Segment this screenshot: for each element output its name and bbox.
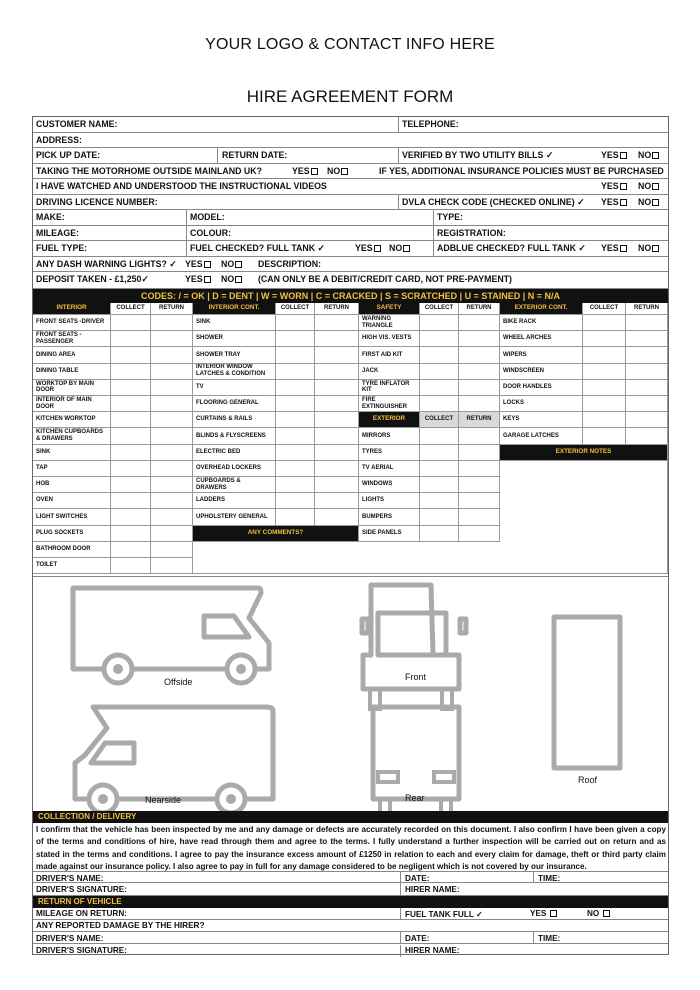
interior-cont-collect-cell[interactable] — [276, 380, 315, 396]
adblue-no[interactable]: NO — [638, 243, 659, 253]
interior-return-cell[interactable] — [151, 396, 193, 412]
safety-item: TYRE INFLATOR KIT — [359, 380, 420, 396]
exterior-cont-item: LOCKS — [500, 396, 583, 412]
exterior-return-cell[interactable] — [459, 461, 500, 477]
dash-description-field[interactable]: DESCRIPTION: — [258, 258, 322, 269]
exterior-cont-item: WHEEL ARCHES — [500, 331, 583, 347]
interior-item: DINING TABLE — [33, 364, 111, 380]
exterior-return-cell[interactable] — [459, 526, 500, 542]
row-licence — [33, 195, 668, 211]
interior-cont-collect-cell[interactable] — [276, 396, 315, 412]
interior-cont-item: CURTAINS & RAILS — [193, 412, 276, 428]
interior-cont-return-cell[interactable] — [315, 445, 359, 461]
safety-collect-cell[interactable] — [420, 396, 459, 412]
exterior-collect-cell[interactable] — [420, 493, 459, 509]
checkbox-icon[interactable] — [620, 245, 627, 252]
interior-cont-return-cell[interactable] — [315, 331, 359, 347]
safety-collect-cell[interactable] — [420, 331, 459, 347]
checkbox-icon[interactable] — [311, 168, 318, 175]
exterior-notes-header: EXTERIOR NOTES — [500, 445, 668, 461]
exterior-return-cell[interactable] — [459, 428, 500, 444]
exterior-cont-collect-cell[interactable] — [583, 315, 626, 331]
interior-collect-cell[interactable] — [111, 526, 151, 542]
interior-cont-item: SINK — [193, 315, 276, 331]
interior-collect-cell[interactable] — [111, 428, 151, 444]
return-date[interactable]: DATE: — [405, 933, 430, 943]
interior-collect-cell[interactable] — [111, 461, 151, 477]
exterior-cont-collect-cell[interactable] — [583, 347, 626, 363]
checkbox-icon[interactable] — [620, 199, 627, 206]
exterior-cont-return-cell[interactable] — [626, 331, 668, 347]
interior-item: DINING AREA — [33, 347, 111, 363]
exterior-item: TYRES — [359, 445, 420, 461]
return-driver-row — [33, 932, 668, 944]
deposit-note: (CAN ONLY BE A DEBIT/CREDIT CARD, NOT PRE-PAYMENT) — [258, 274, 512, 284]
registration-field[interactable]: REGISTRATION: — [437, 227, 506, 238]
interior-return-cell[interactable] — [151, 542, 193, 558]
interior-cont-collect-cell[interactable] — [276, 493, 315, 509]
interior-return-cell[interactable] — [151, 509, 193, 525]
outside-uk-question: TAKING THE MOTORHOME OUTSIDE MAINLAND UK? — [36, 165, 262, 176]
interior-item: TOILET — [33, 558, 111, 574]
interior-cont-return-cell[interactable] — [315, 347, 359, 363]
return-fuel-tank: FUEL TANK FULL ✓ — [405, 910, 483, 920]
checkbox-icon[interactable] — [652, 152, 659, 159]
interior-collect-cell[interactable] — [111, 493, 151, 509]
vehicle-outline-diagrams[interactable] — [33, 577, 668, 811]
outside-uk-no[interactable]: NO — [327, 166, 348, 176]
interior-cont-return-cell[interactable] — [315, 461, 359, 477]
exterior-cont-return-cell[interactable] — [626, 380, 668, 396]
verified-utility-bills: VERIFIED BY TWO UTILITY BILLS ✓ — [402, 150, 554, 160]
collection-header: COLLECTION / DELIVERY — [33, 811, 668, 823]
adblue-checked: ADBLUE CHECKED? FULL TANK ✓ — [437, 243, 586, 253]
fuel-yes[interactable]: YES — [355, 243, 381, 253]
videos-question: I HAVE WATCHED AND UNDERSTOOD THE INSTRUCTIONAL VIDEOS — [36, 181, 327, 191]
verified-yes[interactable]: YES — [601, 150, 627, 160]
interior-item: KITCHEN CUPBOARDS & DRAWERS — [33, 428, 111, 444]
fuel-type-field[interactable]: FUEL TYPE: — [36, 243, 88, 253]
condition-codes-legend: CODES: / = OK | D = DENT | W = WORN | C = CRACKED | S = SCRATCHED | U = STAINED | N = N/A — [33, 289, 668, 303]
interior-cont-collect-cell[interactable] — [276, 412, 315, 428]
interior-cont-return-cell[interactable] — [315, 380, 359, 396]
exterior-collect-cell[interactable] — [420, 428, 459, 444]
interior-cont-collect-cell[interactable] — [276, 347, 315, 363]
row-mileage — [33, 226, 668, 242]
interior-item: INTERIOR OF MAIN DOOR — [33, 396, 111, 412]
fuel-checked: FUEL CHECKED? FULL TANK ✓ — [190, 243, 325, 253]
interior-collect-cell[interactable] — [111, 380, 151, 396]
videos-no[interactable]: NO — [638, 181, 659, 191]
interior-collect-cell[interactable] — [111, 331, 151, 347]
make-field[interactable]: MAKE: — [36, 212, 65, 222]
exterior-header: EXTERIOR — [359, 412, 420, 428]
return-signature-row — [33, 945, 668, 957]
interior-cont-return-cell[interactable] — [315, 428, 359, 444]
dash-lights-question: ANY DASH WARNING LIGHTS? ✓ — [36, 258, 177, 269]
safety-header: SAFETY — [359, 303, 420, 315]
adblue-yes[interactable]: YES — [601, 243, 627, 253]
exterior-return-header: RETURN — [459, 412, 500, 428]
interior-item: PLUG SOCKETS — [33, 526, 111, 542]
safety-item: HIGH VIS. VESTS — [359, 331, 420, 347]
interior-cont-item: OVERHEAD LOCKERS — [193, 461, 276, 477]
interior-return-cell[interactable] — [151, 364, 193, 380]
safety-return-header: RETURN — [459, 303, 500, 315]
exterior-collect-cell[interactable] — [420, 509, 459, 525]
dvla-no[interactable]: NO — [638, 197, 659, 207]
exterior-cont-collect-header: COLLECT — [583, 303, 626, 315]
any-comments-header: ANY COMMENTS? — [193, 526, 359, 542]
exterior-item: SIDE PANELS — [359, 526, 420, 542]
safety-collect-cell[interactable] — [420, 380, 459, 396]
interior-collect-cell[interactable] — [111, 412, 151, 428]
interior-cont-return-header: RETURN — [315, 303, 359, 315]
interior-cont-item: TV — [193, 380, 276, 396]
exterior-cont-item: DOOR HANDLES — [500, 380, 583, 396]
deposit-yes[interactable]: YES — [185, 274, 211, 284]
exterior-cont-return-cell[interactable] — [626, 364, 668, 380]
colour-field[interactable]: COLOUR: — [190, 227, 232, 238]
interior-item: WORKTOP BY MAIN DOOR — [33, 380, 111, 396]
interior-collect-cell[interactable] — [111, 445, 151, 461]
return-fuel-no[interactable]: NO — [587, 909, 610, 918]
interior-cont-collect-cell[interactable] — [276, 315, 315, 331]
pickup-date-field[interactable]: PICK UP DATE: — [36, 150, 101, 160]
exterior-cont-item: BIKE RACK — [500, 315, 583, 331]
insurance-note: IF YES, ADDITIONAL INSURANCE POLICIES MUST BE PURCHASED — [379, 165, 664, 176]
dvla-check-code: DVLA CHECK CODE (CHECKED ONLINE) ✓ — [402, 196, 585, 207]
exterior-cont-item: KEYS — [500, 412, 583, 428]
exterior-item: LIGHTS — [359, 493, 420, 509]
deposit-taken: DEPOSIT TAKEN - £1,250✓ — [36, 274, 149, 284]
exterior-cont-collect-cell[interactable] — [583, 428, 626, 444]
interior-cont-collect-cell[interactable] — [276, 364, 315, 380]
return-mileage-row — [33, 908, 668, 920]
collection-driver-signature[interactable]: DRIVER'S SIGNATURE: — [36, 884, 127, 894]
interior-cont-item: INTERIOR WINDOW LATCHES & CONDITION — [193, 364, 276, 380]
interior-cont-return-cell[interactable] — [315, 364, 359, 380]
exterior-cont-return-cell[interactable] — [626, 396, 668, 412]
row-videos — [33, 179, 668, 195]
videos-yes[interactable]: YES — [601, 181, 627, 191]
interior-item: BATHROOM DOOR — [33, 542, 111, 558]
exterior-collect-cell[interactable] — [420, 526, 459, 542]
return-fuel-yes[interactable]: YES — [530, 909, 557, 918]
safety-collect-header: COLLECT — [420, 303, 459, 315]
return-damage-row — [33, 920, 668, 932]
collection-driver-name[interactable]: DRIVER'S NAME: — [36, 873, 104, 883]
interior-collect-cell[interactable] — [111, 364, 151, 380]
checkbox-icon[interactable] — [620, 183, 627, 190]
interior-return-cell[interactable] — [151, 315, 193, 331]
checkbox-icon[interactable] — [341, 168, 348, 175]
interior-cont-item: LADDERS — [193, 493, 276, 509]
exterior-cont-collect-cell[interactable] — [583, 396, 626, 412]
exterior-cont-collect-cell[interactable] — [583, 331, 626, 347]
nearside-label: Nearside — [145, 795, 182, 805]
interior-item: SINK — [33, 445, 111, 461]
safety-collect-cell[interactable] — [420, 347, 459, 363]
interior-cont-collect-cell[interactable] — [276, 331, 315, 347]
vehicle-damage-diagrams — [33, 577, 668, 811]
interior-item: TAP — [33, 461, 111, 477]
safety-item: WARNING TRIANGLE — [359, 315, 420, 331]
exterior-return-cell[interactable] — [459, 477, 500, 493]
checkbox-icon[interactable] — [652, 183, 659, 190]
exterior-cont-item: WINDSCREEN — [500, 364, 583, 380]
rear-label: Rear — [405, 793, 425, 803]
interior-collect-cell[interactable] — [111, 477, 151, 493]
collection-hirer-name[interactable]: HIRER NAME: — [405, 884, 460, 894]
mileage-field[interactable]: MILEAGE: — [36, 227, 80, 238]
interior-collect-cell[interactable] — [111, 558, 151, 574]
interior-cont-item: SHOWER — [193, 331, 276, 347]
deposit-no[interactable]: NO — [221, 274, 242, 284]
exterior-item: TV AERIAL — [359, 461, 420, 477]
exterior-cont-item: WIPERS — [500, 347, 583, 363]
exterior-item: WINDOWS — [359, 477, 420, 493]
checkbox-icon[interactable] — [204, 276, 211, 283]
exterior-cont-collect-cell[interactable] — [583, 364, 626, 380]
model-field[interactable]: MODEL: — [190, 212, 225, 222]
form-title: HIRE AGREEMENT FORM — [246, 87, 454, 106]
safety-collect-cell[interactable] — [420, 315, 459, 331]
front-label: Front — [405, 672, 427, 682]
exterior-return-cell[interactable] — [459, 445, 500, 461]
declaration-text: I confirm that the vehicle has been inspected by me and any damage or defects are accurately recorded on this document. I also confirm I have been given a copy of the terms and conditions of hire, have read through them and agree to the terms. I fully understand a further inspection will be carried out on return and as stated in the terms and conditions. I agree to pay the insurance excess amount of £1250 in relation to each and every claim for damage, theft or third party claim made against our insurance policy. I also agree to pay in full for any damage considered to be negligent which is not covered by our insurance. — [36, 825, 666, 872]
exterior-cont-return-cell[interactable] — [626, 347, 668, 363]
offside-label: Offside — [164, 677, 193, 687]
return-date-field[interactable]: RETURN DATE: — [222, 150, 288, 160]
exterior-cont-collect-cell[interactable] — [583, 380, 626, 396]
return-hirer-name[interactable]: HIRER NAME: — [405, 946, 460, 955]
collection-date[interactable]: DATE: — [405, 873, 430, 883]
exterior-cont-return-cell[interactable] — [626, 412, 668, 428]
return-time[interactable]: TIME: — [538, 933, 561, 943]
safety-return-cell[interactable] — [459, 315, 500, 331]
safety-return-cell[interactable] — [459, 347, 500, 363]
checkbox-icon[interactable] — [235, 261, 242, 268]
checkbox-icon[interactable] — [652, 199, 659, 206]
exterior-return-cell[interactable] — [459, 493, 500, 509]
exterior-cont-return-cell[interactable] — [626, 315, 668, 331]
interior-cont-return-cell[interactable] — [315, 477, 359, 493]
row-fuel — [33, 241, 668, 257]
row-dates — [33, 148, 668, 164]
row-address — [33, 133, 668, 149]
interior-cont-collect-cell[interactable] — [276, 428, 315, 444]
interior-cont-return-cell[interactable] — [315, 396, 359, 412]
telephone-field[interactable]: TELEPHONE: — [402, 119, 459, 129]
exterior-item: BUMPERS — [359, 509, 420, 525]
interior-cont-item: CUPBOARDS & DRAWERS — [193, 477, 276, 493]
return-driver-name[interactable]: DRIVER'S NAME: — [36, 933, 104, 943]
interior-item: FRONT SEATS - PASSENGER — [33, 331, 111, 347]
logo-placeholder: YOUR LOGO & CONTACT INFO HERE — [205, 36, 495, 53]
interior-return-header: RETURN — [151, 303, 193, 315]
exterior-collect-cell[interactable] — [420, 461, 459, 477]
checkbox-icon[interactable] — [620, 152, 627, 159]
fuel-no[interactable]: NO — [389, 243, 410, 253]
hire-agreement-form — [32, 116, 669, 955]
comments-area[interactable] — [193, 542, 668, 574]
collection-driver-row — [33, 871, 668, 883]
interior-cont-item: SHOWER TRAY — [193, 347, 276, 363]
interior-return-cell[interactable] — [151, 526, 193, 542]
interior-cont-return-cell[interactable] — [315, 412, 359, 428]
interior-cont-return-cell[interactable] — [315, 509, 359, 525]
interior-cont-collect-header: COLLECT — [276, 303, 315, 315]
return-mileage[interactable]: MILEAGE ON RETURN: — [36, 909, 127, 919]
return-vehicle-header: RETURN OF VEHICLE — [33, 896, 668, 908]
checkbox-icon[interactable] — [603, 910, 610, 917]
row-outside-uk — [33, 164, 668, 180]
inspection-checklist — [33, 303, 668, 577]
interior-cont-item: FLOORING GENERAL — [193, 396, 276, 412]
interior-cont-header: INTERIOR CONT. — [193, 303, 276, 315]
collection-signature-row — [33, 883, 668, 895]
safety-return-cell[interactable] — [459, 396, 500, 412]
safety-item: FIRE EXTINGUISHER — [359, 396, 420, 412]
interior-return-cell[interactable] — [151, 558, 193, 574]
return-driver-signature[interactable]: DRIVER'S SIGNATURE: — [36, 946, 127, 955]
exterior-return-cell[interactable] — [459, 509, 500, 525]
dvla-yes[interactable]: YES — [601, 197, 627, 207]
type-field[interactable]: TYPE: — [437, 212, 463, 222]
safety-collect-cell[interactable] — [420, 364, 459, 380]
interior-return-cell[interactable] — [151, 380, 193, 396]
interior-collect-cell[interactable] — [111, 542, 151, 558]
interior-cont-return-cell[interactable] — [315, 493, 359, 509]
interior-return-cell[interactable] — [151, 331, 193, 347]
safety-return-cell[interactable] — [459, 331, 500, 347]
exterior-item: MIRRORS — [359, 428, 420, 444]
checkbox-icon[interactable] — [403, 245, 410, 252]
exterior-cont-header: EXTERIOR CONT. — [500, 303, 583, 315]
verified-no[interactable]: NO — [638, 150, 659, 160]
interior-collect-cell[interactable] — [111, 315, 151, 331]
interior-cont-item: ELECTRIC BED — [193, 445, 276, 461]
address-field[interactable]: ADDRESS: — [36, 134, 82, 145]
customer-name-field[interactable]: CUSTOMER NAME: — [36, 119, 118, 129]
interior-cont-item: BLINDS & FLYSCREENS — [193, 428, 276, 444]
interior-cont-collect-cell[interactable] — [276, 509, 315, 525]
interior-item: KITCHEN WORKTOP — [33, 412, 111, 428]
row-customer — [33, 117, 668, 133]
interior-return-cell[interactable] — [151, 477, 193, 493]
safety-item: FIRST AID KIT — [359, 347, 420, 363]
interior-item: FRONT SEATS -DRIVER — [33, 315, 111, 331]
interior-collect-cell[interactable] — [111, 347, 151, 363]
safety-return-cell[interactable] — [459, 380, 500, 396]
interior-collect-cell[interactable] — [111, 396, 151, 412]
roof-label: Roof — [578, 775, 598, 785]
exterior-cont-collect-cell[interactable] — [583, 412, 626, 428]
interior-cont-collect-cell[interactable] — [276, 477, 315, 493]
dash-lights-no[interactable]: NO — [221, 259, 242, 269]
interior-collect-header: COLLECT — [111, 303, 151, 315]
checkbox-icon[interactable] — [652, 245, 659, 252]
interior-cont-item: UPHOLSTERY GENERAL — [193, 509, 276, 525]
row-dash-lights — [33, 257, 668, 273]
safety-return-cell[interactable] — [459, 364, 500, 380]
exterior-collect-cell[interactable] — [420, 445, 459, 461]
exterior-cont-return-header: RETURN — [626, 303, 668, 315]
interior-item: LIGHT SWITCHES — [33, 509, 111, 525]
interior-item: OVEN — [33, 493, 111, 509]
interior-return-cell[interactable] — [151, 493, 193, 509]
interior-return-cell[interactable] — [151, 428, 193, 444]
checkbox-icon[interactable] — [235, 276, 242, 283]
outside-uk-yes[interactable]: YES — [292, 166, 318, 176]
checkbox-icon[interactable] — [550, 910, 557, 917]
exterior-cont-item: GARAGE LATCHES — [500, 428, 583, 444]
safety-item: JACK — [359, 364, 420, 380]
exterior-collect-header: COLLECT — [420, 412, 459, 428]
interior-return-cell[interactable] — [151, 445, 193, 461]
interior-return-cell[interactable] — [151, 412, 193, 428]
collection-time[interactable]: TIME: — [538, 873, 561, 883]
checkbox-icon[interactable] — [374, 245, 381, 252]
interior-cont-collect-cell[interactable] — [276, 445, 315, 461]
reported-damage-question[interactable]: ANY REPORTED DAMAGE BY THE HIRER? — [36, 921, 205, 931]
dash-lights-yes[interactable]: YES — [185, 259, 211, 269]
exterior-collect-cell[interactable] — [420, 477, 459, 493]
interior-collect-cell[interactable] — [111, 509, 151, 525]
interior-header: INTERIOR — [33, 303, 111, 315]
exterior-cont-return-cell[interactable] — [626, 428, 668, 444]
checkbox-icon[interactable] — [204, 261, 211, 268]
interior-cont-collect-cell[interactable] — [276, 461, 315, 477]
interior-return-cell[interactable] — [151, 347, 193, 363]
interior-item: HOB — [33, 477, 111, 493]
row-deposit — [33, 272, 668, 289]
licence-number-field[interactable]: DRIVING LICENCE NUMBER: — [36, 196, 158, 207]
interior-cont-return-cell[interactable] — [315, 315, 359, 331]
interior-return-cell[interactable] — [151, 461, 193, 477]
row-make — [33, 210, 668, 226]
